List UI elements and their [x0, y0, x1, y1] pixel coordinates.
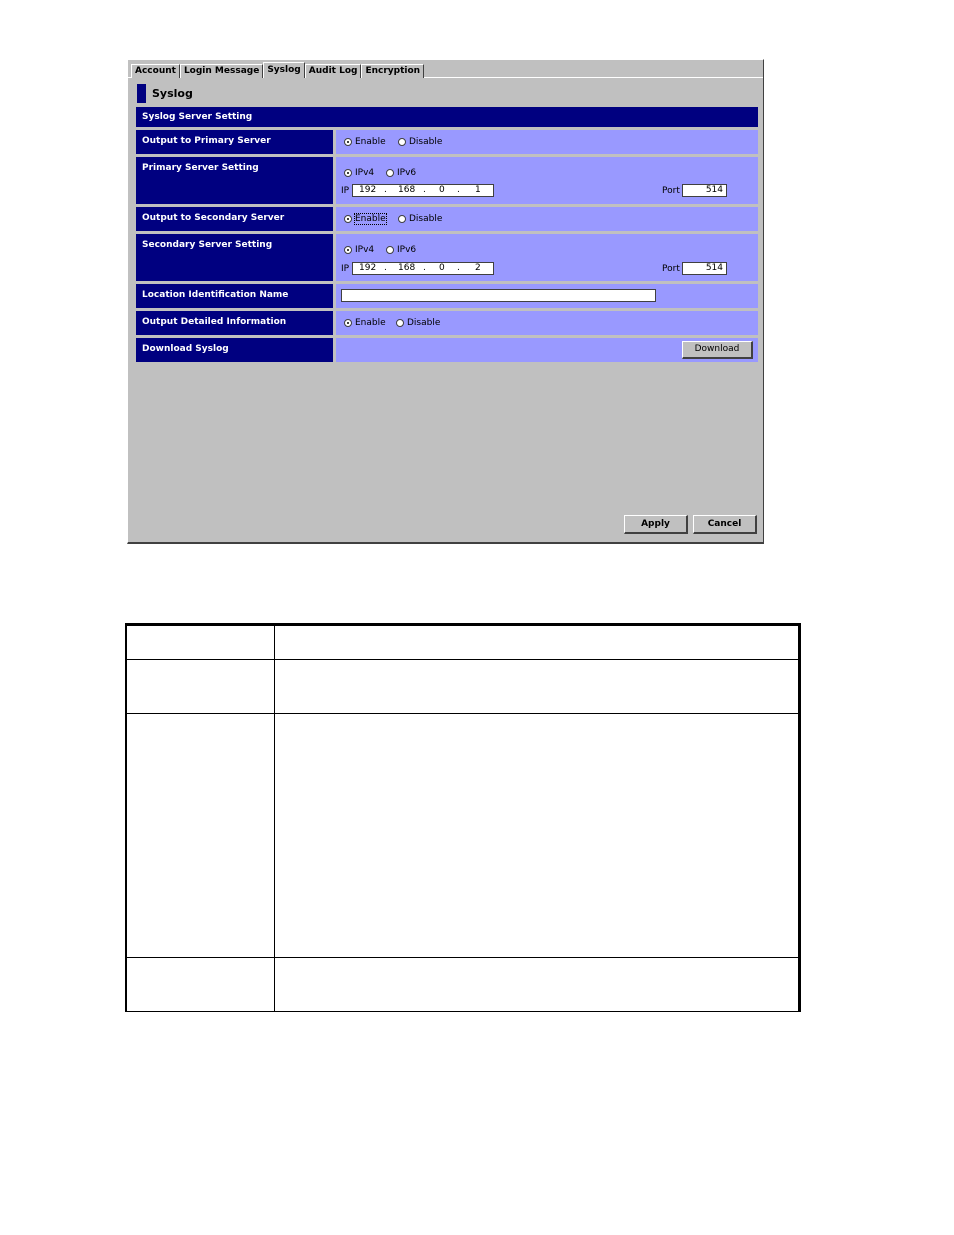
table-row — [126, 714, 800, 958]
panel-title: Syslog — [152, 87, 193, 100]
row-output-secondary — [136, 207, 758, 231]
download-button[interactable]: Download — [682, 341, 753, 359]
radio-label: Enable — [355, 318, 386, 328]
table-cell — [275, 660, 800, 714]
tab-syslog[interactable]: Syslog — [263, 62, 304, 78]
ip-dot: . — [423, 263, 426, 273]
radio-label: Enable — [355, 137, 386, 147]
tab-login-message[interactable]: Login Message — [180, 64, 263, 78]
row-value — [336, 311, 758, 335]
title-marker — [137, 84, 146, 103]
radio-secondary-enable[interactable] — [344, 214, 386, 224]
section-header: Syslog Server Setting — [136, 107, 758, 127]
radio-detailed-enable[interactable] — [344, 318, 386, 328]
table-row — [126, 660, 800, 714]
ip-dot: . — [457, 185, 460, 195]
radio-primary-ipv4[interactable] — [344, 168, 374, 178]
table-cell — [126, 958, 275, 1012]
row-label: Output Detailed Information — [136, 311, 333, 335]
ip-label: IP — [341, 186, 350, 196]
table-cell — [126, 714, 275, 958]
row-value — [336, 157, 758, 204]
row-label: Primary Server Setting — [136, 157, 333, 204]
row-label: Output to Secondary Server — [136, 207, 333, 231]
radio-label: IPv4 — [355, 168, 375, 178]
radio-unchecked-icon — [398, 138, 406, 146]
row-output-primary — [136, 130, 758, 154]
tab-bar — [131, 62, 424, 78]
tab-account[interactable]: Account — [131, 64, 180, 78]
table-cell — [126, 625, 275, 660]
row-detailed — [136, 311, 758, 335]
radio-primary-ipv6[interactable] — [386, 168, 416, 178]
radio-label: Enable — [355, 214, 386, 224]
radio-primary-disable[interactable] — [398, 137, 442, 147]
cancel-button[interactable]: Cancel — [693, 515, 757, 534]
table-cell — [275, 958, 800, 1012]
ip-octet-2: 168 — [398, 263, 416, 273]
row-value — [336, 130, 758, 154]
apply-button[interactable]: Apply — [624, 515, 688, 534]
radio-unchecked-icon — [396, 319, 404, 327]
radio-secondary-ipv6[interactable] — [386, 245, 416, 255]
radio-primary-enable[interactable] — [344, 137, 386, 147]
table-cell — [275, 714, 800, 958]
ip-octet-3: 0 — [439, 185, 445, 195]
ip-octet-3: 0 — [439, 263, 445, 273]
row-secondary-setting — [136, 234, 758, 281]
row-label: Secondary Server Setting — [136, 234, 333, 281]
syslog-dialog — [127, 59, 764, 544]
secondary-ip-input[interactable] — [352, 262, 494, 275]
radio-unchecked-icon — [386, 246, 394, 254]
radio-unchecked-icon — [386, 169, 394, 177]
table-row — [126, 958, 800, 1012]
secondary-port-input[interactable]: 514 — [682, 262, 727, 275]
tab-audit-log[interactable]: Audit Log — [305, 64, 362, 78]
ip-dot: . — [384, 185, 387, 195]
ip-octet-4: 1 — [475, 185, 481, 195]
radio-label: IPv6 — [397, 245, 417, 255]
tab-encryption[interactable]: Encryption — [361, 64, 424, 78]
row-label: Location Identification Name — [136, 284, 333, 308]
radio-label: Disable — [409, 137, 443, 147]
radio-label: Disable — [409, 214, 443, 224]
radio-checked-icon — [344, 246, 352, 254]
port-label: Port — [662, 264, 680, 274]
radio-label: IPv6 — [397, 168, 417, 178]
radio-checked-icon — [344, 319, 352, 327]
radio-secondary-disable[interactable] — [398, 214, 442, 224]
radio-label: IPv4 — [355, 245, 375, 255]
row-location — [136, 284, 758, 308]
ip-label: IP — [341, 264, 350, 274]
table-cell — [126, 660, 275, 714]
table-row — [126, 625, 800, 660]
row-primary-setting — [136, 157, 758, 204]
row-value — [336, 338, 758, 362]
radio-checked-icon — [344, 215, 352, 223]
radio-checked-icon — [344, 169, 352, 177]
ip-dot: . — [384, 263, 387, 273]
radio-secondary-ipv4[interactable] — [344, 245, 374, 255]
radio-label: Disable — [407, 318, 441, 328]
port-label: Port — [662, 186, 680, 196]
ip-octet-1: 192 — [359, 185, 377, 195]
row-download — [136, 338, 758, 362]
row-value — [336, 234, 758, 281]
radio-detailed-disable[interactable] — [396, 318, 440, 328]
table-cell — [275, 625, 800, 660]
radio-unchecked-icon — [398, 215, 406, 223]
primary-ip-input[interactable] — [352, 184, 494, 197]
ip-octet-1: 192 — [359, 263, 377, 273]
ip-dot: . — [423, 185, 426, 195]
row-value — [336, 207, 758, 231]
row-label: Output to Primary Server — [136, 130, 333, 154]
ip-octet-2: 168 — [398, 185, 416, 195]
ip-octet-4: 2 — [475, 263, 481, 273]
primary-port-input[interactable]: 514 — [682, 184, 727, 197]
location-name-input[interactable] — [341, 289, 656, 302]
description-table — [125, 623, 801, 1012]
ip-dot: . — [457, 263, 460, 273]
radio-checked-icon — [344, 138, 352, 146]
row-value — [336, 284, 758, 308]
row-label: Download Syslog — [136, 338, 333, 362]
